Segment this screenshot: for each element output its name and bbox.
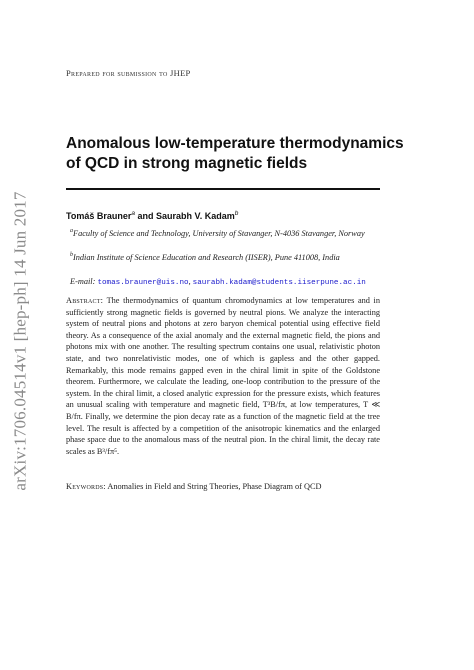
abstract bbox=[66, 295, 380, 457]
affiliation bbox=[70, 250, 390, 263]
keywords-label: Keywords: bbox=[66, 482, 106, 491]
affiliation-text: Indian Institute of Science Education and Research (IISER), Pune 411008, India bbox=[73, 252, 340, 262]
prepared-for-submission: Prepared for submission to JHEP bbox=[66, 68, 191, 78]
author-list bbox=[66, 210, 238, 221]
arxiv-stamp-text: arXiv:1706.04514v1 [hep-ph] 14 Jun 2017 bbox=[11, 190, 30, 491]
affiliation-mark: b bbox=[234, 210, 239, 217]
author-connector: and bbox=[137, 211, 154, 221]
abstract-label: Abstract: bbox=[66, 296, 104, 305]
keywords bbox=[66, 482, 380, 491]
email-link[interactable]: tomas.brauner@uis.no bbox=[97, 279, 189, 287]
email-label: E-mail: bbox=[70, 277, 96, 286]
email-link[interactable]: saurabh.kadam@students.iiserpune.ac.in bbox=[192, 279, 366, 287]
title-rule bbox=[66, 188, 380, 190]
paper-title: Anomalous low-temperature thermodynamics of QCD in strong magnetic fields bbox=[66, 135, 404, 172]
keywords-text: Anomalies in Field and String Theories, Phase Diagram of QCD bbox=[107, 482, 322, 491]
affiliation-mark: a bbox=[131, 210, 135, 217]
affiliation bbox=[70, 226, 390, 239]
affiliation-mark: a bbox=[70, 228, 73, 234]
author-name: Tomáš Brauner bbox=[66, 211, 132, 221]
affiliation-text: Faculty of Science and Technology, University of Stavanger, N-4036 Stavanger, Norway bbox=[73, 228, 365, 238]
affiliation-mark: b bbox=[70, 252, 73, 258]
email-line: E-mail: tomas.brauner@uis.no, saurabh.kadam@students.iiserpune.ac.in bbox=[70, 277, 366, 287]
abstract-text: The thermodynamics of quantum chromodynamics at low temperatures and in sufficiently strong magnetic fields is governed by neutral pions. We analyze the interacting system of neutral pions and photons at zero baryon chemical potential using effective field theory. As a consequence of the axial anomaly and the external magnetic field, the pions and photons mix with one another. The resulting spectrum contains one usual, relativistic photon state, and two nonrelativistic modes, one of which is gapless and the other gapped. Remarkably, this mode remains gapped even in the chiral limit in spite of the Goldstone theorem. Furthermore, we calculate the leading, one-loop contribution to the pressure of the system. In the chiral limit, a closed analytic expression for the pressure exists, which features an unusual scaling with temperature and magnetic field, T³B/fπ, at low temperatures, T ≪ B/fπ. Finally, we determine the pion decay rate as a function of the magnetic field at the tree level. The result is affected by a competition of the anisotropic kinematics and the enlarged phase space due to the anomalous mass of the neutral pion. In the chiral limit, the decay rate scales as B³/fπ⁵. bbox=[66, 296, 380, 456]
arxiv-stamp bbox=[10, 190, 32, 491]
author-name: Saurabh V. Kadam bbox=[156, 211, 235, 221]
